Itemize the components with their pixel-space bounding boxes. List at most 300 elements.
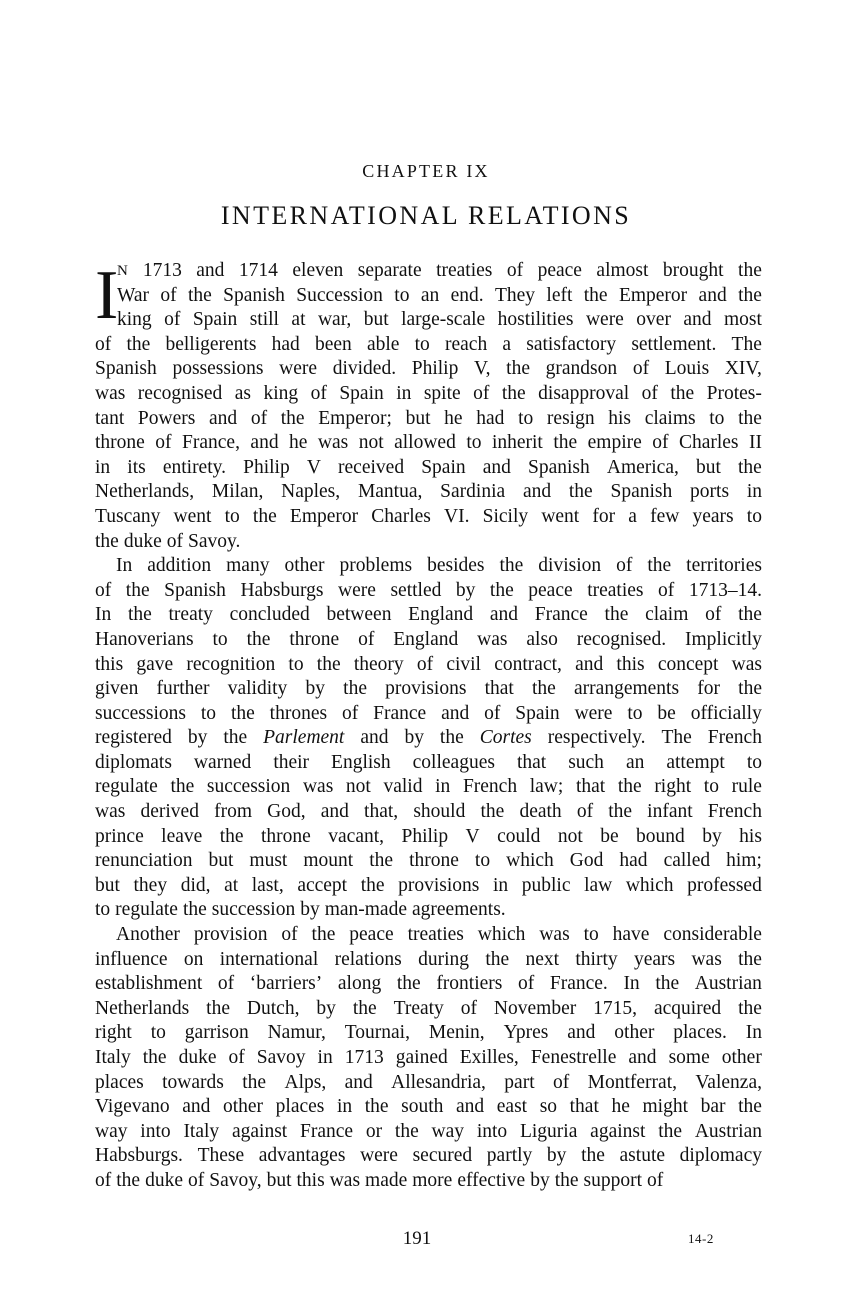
- word: the: [187, 284, 212, 306]
- word: were: [360, 1145, 398, 1167]
- word: the: [125, 579, 150, 601]
- word: Liguria: [519, 1120, 578, 1142]
- word: regulate: [115, 899, 178, 921]
- word: still: [249, 309, 279, 331]
- word: Netherlands: [95, 997, 190, 1019]
- word: the: [360, 874, 385, 896]
- word: was: [477, 628, 508, 650]
- word: to: [703, 776, 719, 798]
- word: of: [217, 973, 235, 995]
- word: the: [394, 1120, 419, 1142]
- word: the: [126, 333, 151, 355]
- word: diplomats: [95, 751, 172, 773]
- word: the: [352, 997, 377, 1019]
- word: able: [366, 333, 400, 355]
- word: of: [647, 1169, 664, 1191]
- word: and: [567, 1022, 596, 1044]
- word: Spanish: [223, 284, 285, 306]
- word: colleagues: [412, 751, 495, 773]
- word: which: [625, 874, 674, 896]
- word: arrangements: [574, 678, 680, 700]
- word: right: [95, 1022, 132, 1044]
- word: way: [431, 1120, 465, 1142]
- word: given: [95, 678, 139, 700]
- word: the: [170, 776, 195, 798]
- word: of: [166, 530, 183, 552]
- word: France: [534, 604, 588, 626]
- word: the: [532, 678, 556, 700]
- word: registered: [95, 727, 172, 749]
- word: at: [224, 874, 239, 896]
- word: derived: [140, 801, 199, 823]
- word: bound: [636, 825, 685, 847]
- word: and: [209, 407, 238, 429]
- text-line: [95, 456, 762, 481]
- word: death: [519, 801, 562, 823]
- word: treaties: [407, 924, 464, 946]
- word: Vigevano: [95, 1096, 170, 1118]
- text-line: [95, 530, 762, 555]
- text-line: [95, 579, 762, 604]
- word: called: [663, 850, 711, 872]
- word: have: [612, 924, 650, 946]
- word: the: [553, 432, 578, 454]
- word: the: [738, 260, 762, 281]
- word: and: [628, 1047, 657, 1068]
- word: and: [489, 604, 519, 626]
- word: south: [401, 1096, 444, 1118]
- word: to: [288, 653, 304, 675]
- word: but: [695, 456, 721, 478]
- word: of: [95, 333, 112, 355]
- word: of: [641, 382, 658, 404]
- word: Menin,: [428, 1022, 485, 1044]
- word: not: [345, 776, 371, 798]
- word: grandson: [545, 358, 618, 380]
- word: the: [738, 997, 762, 1019]
- word: part: [504, 1071, 535, 1093]
- word: the: [252, 505, 277, 527]
- word: and: [575, 653, 604, 675]
- word: the: [485, 948, 510, 970]
- word: at: [291, 309, 306, 331]
- word: might: [642, 1096, 688, 1118]
- word: Spain: [515, 702, 560, 724]
- word: but: [208, 850, 234, 872]
- word: by: [455, 579, 476, 601]
- word: on: [183, 948, 204, 970]
- word: of: [250, 407, 268, 429]
- word: of: [310, 382, 327, 404]
- word: of: [155, 432, 172, 454]
- word: into: [140, 1120, 171, 1142]
- word: was: [329, 1169, 361, 1191]
- word: between: [326, 604, 392, 626]
- word: Spanish: [95, 358, 157, 380]
- word: was: [95, 382, 126, 404]
- word: but: [266, 1169, 292, 1191]
- word: east: [496, 1096, 528, 1118]
- word: had: [476, 407, 505, 429]
- word: throne: [409, 850, 459, 872]
- word: places.: [673, 1022, 727, 1044]
- text-line: [95, 431, 762, 456]
- text-line: [95, 357, 762, 382]
- word: Dutch,: [246, 997, 300, 1019]
- word: tant: [95, 407, 125, 429]
- word: the: [617, 776, 642, 798]
- word: left: [546, 284, 573, 306]
- word: of: [187, 1169, 205, 1191]
- word: not: [557, 825, 583, 847]
- word: Spain: [339, 382, 384, 404]
- word: the: [206, 997, 230, 1019]
- word: the: [280, 407, 305, 429]
- word: reach: [444, 333, 488, 355]
- word: considerable: [663, 924, 762, 946]
- word: he: [611, 1096, 630, 1118]
- word: II: [749, 432, 762, 454]
- word: The: [731, 333, 762, 355]
- word: God: [569, 850, 604, 872]
- word: Philip: [411, 358, 459, 380]
- word: in: [746, 481, 762, 503]
- word: of: [473, 382, 490, 404]
- word: of: [341, 702, 359, 724]
- word: thrones: [269, 702, 328, 724]
- word: towards: [162, 1071, 224, 1093]
- word: France: [373, 702, 427, 724]
- word: French: [462, 776, 518, 798]
- word: recognised: [137, 382, 223, 404]
- paragraph: [95, 554, 762, 923]
- word: regulate: [95, 776, 158, 798]
- word: large-scale: [401, 309, 486, 331]
- text-line: [95, 628, 762, 653]
- word: over: [636, 309, 671, 331]
- word: eleven: [292, 260, 344, 281]
- page-number: 191: [402, 1228, 432, 1249]
- word: be: [657, 702, 676, 724]
- word: duke: [123, 530, 162, 552]
- word: of: [228, 1047, 245, 1068]
- word: public: [521, 874, 571, 896]
- word: the: [608, 801, 633, 823]
- word: war,: [317, 309, 352, 331]
- word: of: [95, 1169, 112, 1191]
- word: and: [182, 1096, 211, 1118]
- word: that,: [364, 801, 399, 823]
- word: of: [553, 1071, 570, 1093]
- word: the: [230, 702, 255, 724]
- word: more: [412, 1169, 453, 1191]
- word: Exilles,: [459, 1047, 519, 1068]
- word: and: [683, 309, 712, 331]
- word: Succession: [296, 284, 383, 306]
- word: by: [305, 678, 325, 700]
- word: satisfactory: [526, 333, 617, 355]
- word: which: [477, 924, 526, 946]
- word: was: [731, 653, 762, 675]
- word: and: [441, 702, 470, 724]
- word: disapproval: [538, 382, 630, 404]
- word: that: [484, 678, 514, 700]
- word: Fenestrelle: [530, 1047, 617, 1068]
- word: the: [246, 628, 271, 650]
- word: gained: [395, 1047, 448, 1068]
- word: V,: [474, 358, 491, 380]
- word: successions: [95, 702, 186, 724]
- word: resign: [546, 407, 595, 429]
- word: by: [300, 899, 320, 921]
- word: this: [95, 653, 124, 675]
- word: Ypres: [503, 1022, 549, 1044]
- word: was: [95, 801, 126, 823]
- word: War: [117, 284, 149, 306]
- word: and: [344, 1071, 373, 1093]
- text-line: [95, 923, 762, 948]
- word: Alps,: [284, 1071, 327, 1093]
- text-line: [95, 825, 762, 850]
- word: the: [738, 948, 762, 970]
- word: treaties: [436, 260, 493, 281]
- word: English: [331, 751, 391, 773]
- word: God,: [267, 801, 306, 823]
- word: provisions: [398, 874, 480, 896]
- word: concept: [657, 653, 719, 675]
- word: of: [652, 432, 669, 454]
- word: brought: [662, 260, 724, 281]
- word: Spanish: [527, 456, 590, 478]
- drop-cap: I: [95, 257, 119, 334]
- word: the: [364, 1096, 389, 1118]
- word: to: [518, 407, 534, 429]
- word: a: [502, 333, 512, 355]
- word: valid: [383, 776, 423, 798]
- word: of: [632, 358, 650, 380]
- word: professed: [687, 874, 762, 896]
- word: partly: [486, 1145, 533, 1167]
- word: the: [311, 924, 336, 946]
- word: Powers: [137, 407, 196, 429]
- word: leave: [161, 825, 203, 847]
- word: France.: [549, 973, 608, 995]
- text-line: [95, 726, 762, 751]
- word: other: [614, 1022, 655, 1044]
- word: Savoy,: [209, 1169, 262, 1191]
- text-line: [95, 259, 762, 284]
- text-line: [95, 948, 762, 973]
- signature-mark: 14-2: [688, 1231, 714, 1246]
- word: made: [365, 1169, 408, 1191]
- word: the: [583, 284, 608, 306]
- word: and: [360, 727, 389, 749]
- word: not: [358, 432, 384, 454]
- word: did,: [180, 874, 211, 896]
- word: rule: [731, 776, 762, 798]
- word: Sicily: [482, 505, 529, 527]
- word: of: [705, 604, 722, 626]
- word: VI.: [444, 505, 470, 527]
- word: to: [200, 702, 217, 724]
- word: attempt: [666, 751, 725, 773]
- word: into: [476, 1120, 508, 1142]
- word: the: [554, 1169, 579, 1191]
- word: the: [343, 678, 367, 700]
- word: and: [698, 284, 727, 306]
- word: but: [405, 407, 431, 429]
- word: in: [317, 1047, 333, 1068]
- word: 1713: [142, 260, 182, 281]
- word: him;: [726, 850, 762, 872]
- word: Milan,: [211, 481, 264, 503]
- word: besides: [427, 555, 485, 577]
- word: this: [616, 653, 645, 675]
- word: of: [160, 284, 177, 306]
- word: and: [250, 432, 279, 454]
- word: allowed: [394, 432, 456, 454]
- word: hostilities: [497, 309, 574, 331]
- word: Spain: [192, 309, 238, 331]
- word: and: [320, 801, 349, 823]
- word: Sardinia: [440, 481, 506, 503]
- word: belligerents: [165, 333, 257, 355]
- word: king: [263, 382, 299, 404]
- word: Treaty: [393, 997, 444, 1019]
- word: some: [668, 1047, 710, 1068]
- word: settled: [390, 579, 442, 601]
- word: the: [738, 407, 762, 429]
- word: the: [489, 579, 514, 601]
- word: Naples,: [281, 481, 341, 503]
- word: and: [522, 481, 552, 503]
- word: almost: [596, 260, 649, 281]
- text-line: [95, 751, 762, 776]
- word: the: [581, 1145, 605, 1167]
- word: infant: [647, 801, 693, 823]
- word: of: [616, 555, 633, 577]
- word: territories: [686, 555, 762, 577]
- word: other: [222, 1096, 264, 1118]
- word: duke: [145, 1169, 183, 1191]
- word: in: [435, 776, 451, 798]
- word: diplomacy: [679, 1145, 762, 1167]
- text-line: [95, 1144, 762, 1169]
- word: to: [746, 751, 762, 773]
- word: to: [212, 628, 228, 650]
- word: by: [702, 825, 722, 847]
- word: Habsburgs.: [95, 1145, 183, 1167]
- word: provision: [193, 924, 268, 946]
- word: to: [466, 432, 482, 454]
- word: end.: [450, 284, 484, 306]
- word: Tournai,: [344, 1022, 410, 1044]
- word: Emperor: [289, 505, 359, 527]
- word: places: [275, 1096, 325, 1118]
- word: treaty: [168, 604, 213, 626]
- text-line: [95, 1021, 762, 1046]
- word: Parlement: [263, 727, 345, 749]
- text-line: [95, 554, 762, 579]
- word: civil: [446, 653, 481, 675]
- word: the: [506, 358, 530, 380]
- word: many: [226, 555, 270, 577]
- text-line: [95, 333, 762, 358]
- word: concluded: [229, 604, 310, 626]
- text-line: [95, 603, 762, 628]
- word: Spain: [421, 456, 466, 478]
- word: Savoy: [256, 1047, 306, 1068]
- word: man-made: [324, 899, 407, 921]
- word: vacant,: [328, 825, 385, 847]
- word: thirty: [575, 948, 618, 970]
- word: to: [95, 899, 111, 921]
- word: throne: [261, 825, 311, 847]
- word: been: [314, 333, 352, 355]
- word: they: [133, 874, 168, 896]
- word: and: [196, 260, 225, 281]
- word: the: [219, 825, 244, 847]
- word: XIV,: [724, 358, 762, 380]
- word: Habsburgs: [240, 579, 324, 601]
- word: ‘barriers’: [249, 973, 323, 995]
- word: to: [709, 407, 725, 429]
- text-line: [95, 775, 762, 800]
- word: the: [658, 1120, 683, 1142]
- word: succession: [206, 776, 291, 798]
- word: received: [338, 456, 405, 478]
- word: the: [316, 653, 341, 675]
- word: In: [745, 1022, 762, 1044]
- word: its: [127, 456, 146, 478]
- word: 1714: [238, 260, 278, 281]
- word: In: [116, 555, 133, 577]
- word: contract,: [494, 653, 562, 675]
- word: the: [396, 973, 421, 995]
- word: secured: [412, 1145, 473, 1167]
- word: against: [231, 1120, 288, 1142]
- word: Montferrat,: [587, 1071, 677, 1093]
- word: settlement.: [631, 333, 717, 355]
- word: V: [465, 825, 480, 847]
- body-text: [95, 259, 762, 1194]
- word: Tuscany: [95, 505, 161, 527]
- word: of: [358, 628, 375, 650]
- word: the: [242, 1071, 267, 1093]
- text-line: [95, 382, 762, 407]
- word: by: [530, 1169, 550, 1191]
- text-line: [95, 702, 762, 727]
- word: Spanish: [610, 481, 673, 503]
- word: of: [281, 924, 298, 946]
- word: by: [187, 727, 208, 749]
- word: the: [738, 1096, 762, 1118]
- text-line: [95, 1046, 762, 1071]
- word: Louis: [664, 358, 710, 380]
- word: relations: [334, 948, 402, 970]
- word: Austrian: [694, 973, 762, 995]
- word: officially: [690, 702, 762, 724]
- word: went: [173, 505, 212, 527]
- word: so: [539, 1096, 558, 1118]
- word: could: [497, 825, 541, 847]
- text-line: [95, 1071, 762, 1096]
- word: to: [583, 924, 599, 946]
- word: separate: [357, 260, 422, 281]
- word: their: [273, 751, 310, 773]
- word: entirety.: [162, 456, 226, 478]
- text-line: [95, 505, 762, 530]
